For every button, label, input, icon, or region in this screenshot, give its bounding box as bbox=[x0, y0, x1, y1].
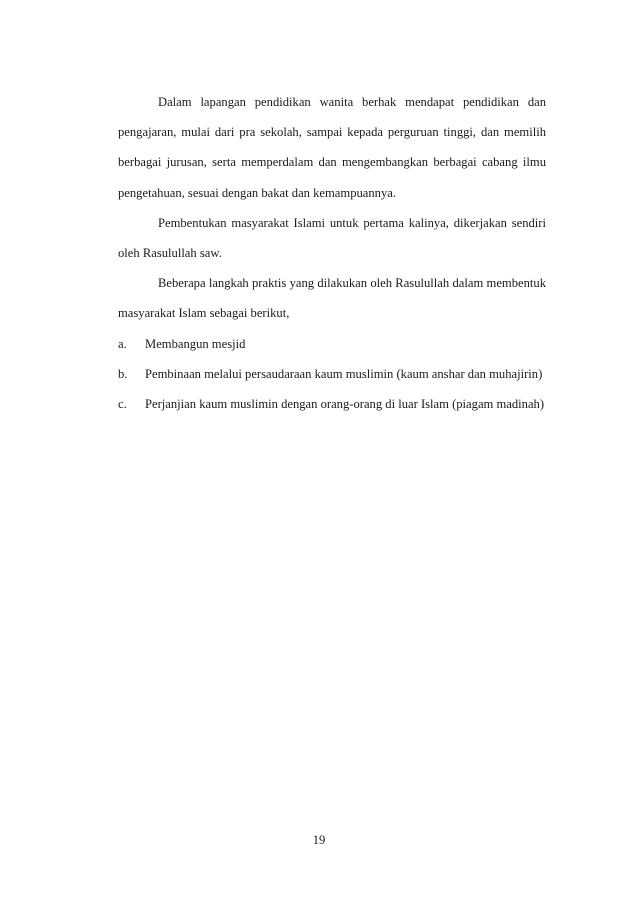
list-item-text: Perjanjian kaum muslimin dengan orang-orang di luar Islam (piagam madinah) bbox=[145, 397, 545, 412]
paragraph-practical-steps: Beberapa langkah praktis yang dilakukan oleh Rasulullah dalam membentuk masyarakat Islam sebagai berikut, bbox=[118, 276, 546, 321]
list-marker: a. bbox=[118, 336, 127, 351]
list-item bbox=[118, 359, 546, 389]
list-item-text: Pembinaan melalui persaudaraan kaum muslimin (kaum anshar dan muhajirin) bbox=[145, 366, 543, 381]
list-marker: b. bbox=[118, 366, 128, 381]
list-item bbox=[118, 389, 546, 419]
list-marker: c. bbox=[118, 397, 127, 412]
list-item-text: Membangun mesjid bbox=[145, 336, 246, 351]
steps-list bbox=[118, 329, 546, 420]
body-text bbox=[118, 87, 546, 419]
list-item bbox=[118, 329, 546, 359]
paragraph-education: Dalam lapangan pendidikan wanita berhak mendapat pendidikan dan pengajaran, mulai dari pra sekolah, sampai kepada perguruan tinggi, dan memilih berbagai jurusan, serta memperdalam dan mengembangkan berbagai cabang ilmu pengetahuan, sesuai dengan bakat dan kemampuannya. bbox=[118, 95, 546, 200]
page-number: 19 bbox=[312, 833, 326, 847]
paragraph-islamic-society: Pembentukan masyarakat Islami untuk pertama kalinya, dikerjakan sendiri oleh Rasulullah saw. bbox=[118, 215, 546, 261]
